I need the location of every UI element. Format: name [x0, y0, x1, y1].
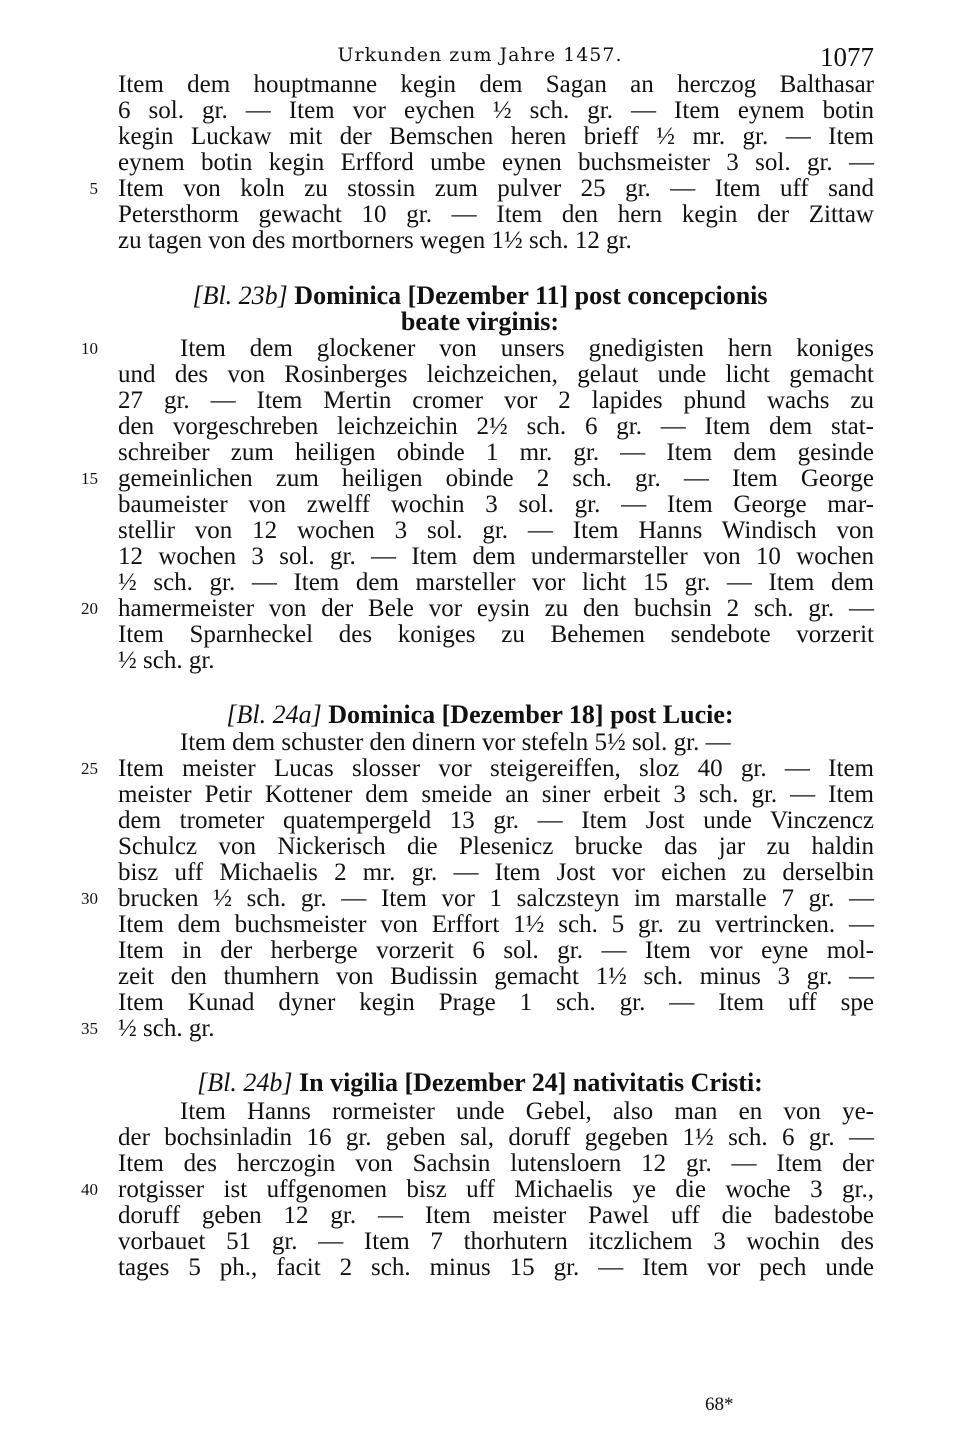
text-line: gemeinlichen zum heiligen obinde 2 sch. gr. — Item George — [118, 465, 874, 492]
line-number: 15 — [81, 469, 98, 488]
text-line: 12 wochen 3 sol. gr. — Item dem undermarsteller von 10 wochen — [118, 543, 874, 570]
running-header: Urkunden zum Jahre 1457. — [337, 44, 623, 66]
text-line: zu tagen von des mortborners wegen 1½ sch. 12 gr. — [118, 227, 632, 254]
folio-reference: [Bl. 24b] — [197, 1068, 293, 1097]
text-line: Item dem houptmanne kegin dem Sagan an herczog Balthasar — [118, 71, 874, 98]
line-number: 40 — [81, 1180, 98, 1199]
page-number: 1077 — [820, 42, 874, 72]
text-line: den vorgeschreben leichzeichin 2½ sch. 6 gr. — Item dem stat- — [118, 413, 874, 440]
text-line: meister Petir Kottener dem smeide an siner erbeit 3 sch. gr. — Item — [118, 781, 874, 808]
line-number: 5 — [89, 179, 98, 198]
heading-text: In vigilia [Dezember 24] nativitatis Cristi: — [299, 1068, 763, 1097]
signature-mark: 68* — [705, 1394, 734, 1415]
text-line: Item in der herberge vorzerit 6 sol. gr. — Item vor eyne mol- — [118, 937, 874, 964]
text-line: Item von koln zu stossin zum pulver 25 gr. — Item uff sand — [118, 175, 874, 202]
text-line: dem trometer quatempergeld 13 gr. — Item Jost unde Vinczencz — [118, 807, 874, 834]
line-number: 35 — [81, 1019, 98, 1038]
text-line: ½ sch. gr. — [118, 647, 215, 674]
text-line: schreiber zum heiligen obinde 1 mr. gr. — Item dem gesinde — [118, 439, 874, 466]
text-line: hamermeister von der Bele vor eysin zu den buchsin 2 sch. gr. — — [118, 595, 874, 622]
text-line: Petersthorm gewacht 10 gr. — Item den hern kegin der Zittaw — [118, 201, 874, 228]
text-line: Item dem buchsmeister von Erffort 1½ sch. 5 gr. zu vertrincken. — — [118, 911, 874, 938]
line-number: 10 — [81, 339, 98, 358]
text-line: Item meister Lucas slosser vor steigereiffen, sloz 40 gr. — Item — [118, 755, 874, 782]
section-heading — [0, 700, 960, 730]
text-line: stellir von 12 wochen 3 sol. gr. — Item Hanns Windisch von — [118, 517, 874, 544]
text-line: tages 5 ph., facit 2 sch. minus 15 gr. — Item vor pech unde — [118, 1254, 874, 1281]
text-line: der bochsinladin 16 gr. geben sal, doruff gegeben 1½ sch. 6 gr. — — [118, 1124, 874, 1151]
text-line: eynem botin kegin Erfford umbe eynen buchsmeister 3 sol. gr. — — [118, 149, 874, 176]
text-line: Item dem schuster den dinern vor stefeln 5½ sol. gr. — — [180, 729, 731, 756]
text-line: Item dem glockener von unsers gnedigisten hern koniges — [180, 335, 874, 362]
text-line: Item Sparnheckel des koniges zu Behemen sendebote vorzerit — [118, 621, 874, 648]
folio-reference: [Bl. 23b] — [192, 281, 288, 310]
text-line: zeit den thumhern von Budissin gemacht 1½ sch. minus 3 gr. — — [118, 963, 874, 990]
text-line: baumeister von zwelff wochin 3 sol. gr. — Item George mar- — [118, 491, 874, 518]
section-heading — [0, 1068, 960, 1098]
text-line: ½ sch. gr. — Item dem marsteller vor licht 15 gr. — Item dem — [118, 569, 874, 596]
text-line: vorbauet 51 gr. — Item 7 thorhutern itczlichem 3 wochin des — [118, 1228, 874, 1255]
text-line: doruff geben 12 gr. — Item meister Pawel uff die badestobe — [118, 1202, 874, 1229]
line-number: 25 — [81, 759, 98, 778]
heading-text: Dominica [Dezember 11] post concepcionis — [294, 281, 768, 310]
text-line: rotgisser ist uffgenomen bisz uff Michaelis ye die woche 3 gr., — [118, 1176, 874, 1203]
text-line: Item Hanns rormeister unde Gebel, also man en von ye- — [180, 1098, 874, 1125]
text-line: 6 sol. gr. — Item vor eychen ½ sch. gr. — Item eynem botin — [118, 97, 874, 124]
section-heading-continued: beate virginis: — [400, 307, 560, 336]
line-number: 20 — [81, 599, 98, 618]
text-line: ½ sch. gr. — [118, 1015, 215, 1042]
text-line: bisz uff Michaelis 2 mr. gr. — Item Jost vor eichen zu derselbin — [118, 859, 874, 886]
heading-text: Dominica [Dezember 18] post Lucie: — [328, 700, 734, 729]
text-line: brucken ½ sch. gr. — Item vor 1 salczsteyn im marstalle 7 gr. — — [118, 885, 874, 912]
line-number: 30 — [81, 889, 98, 908]
text-line: kegin Luckaw mit der Bemschen heren brieff ½ mr. gr. — Item — [118, 123, 874, 150]
text-line: Item des herczogin von Sachsin lutensloern 12 gr. — Item der — [118, 1150, 874, 1177]
text-line: Item Kunad dyner kegin Prage 1 sch. gr. — Item uff spe — [118, 989, 874, 1016]
text-line: und des von Rosinberges leichzeichen, gelaut unde licht gemacht — [118, 361, 874, 388]
text-line: 27 gr. — Item Mertin cromer vor 2 lapides phund wachs zu — [118, 387, 874, 414]
text-line: Schulcz von Nickerisch die Plesenicz brucke das jar zu haldin — [118, 833, 874, 860]
folio-reference: [Bl. 24a] — [226, 700, 322, 729]
